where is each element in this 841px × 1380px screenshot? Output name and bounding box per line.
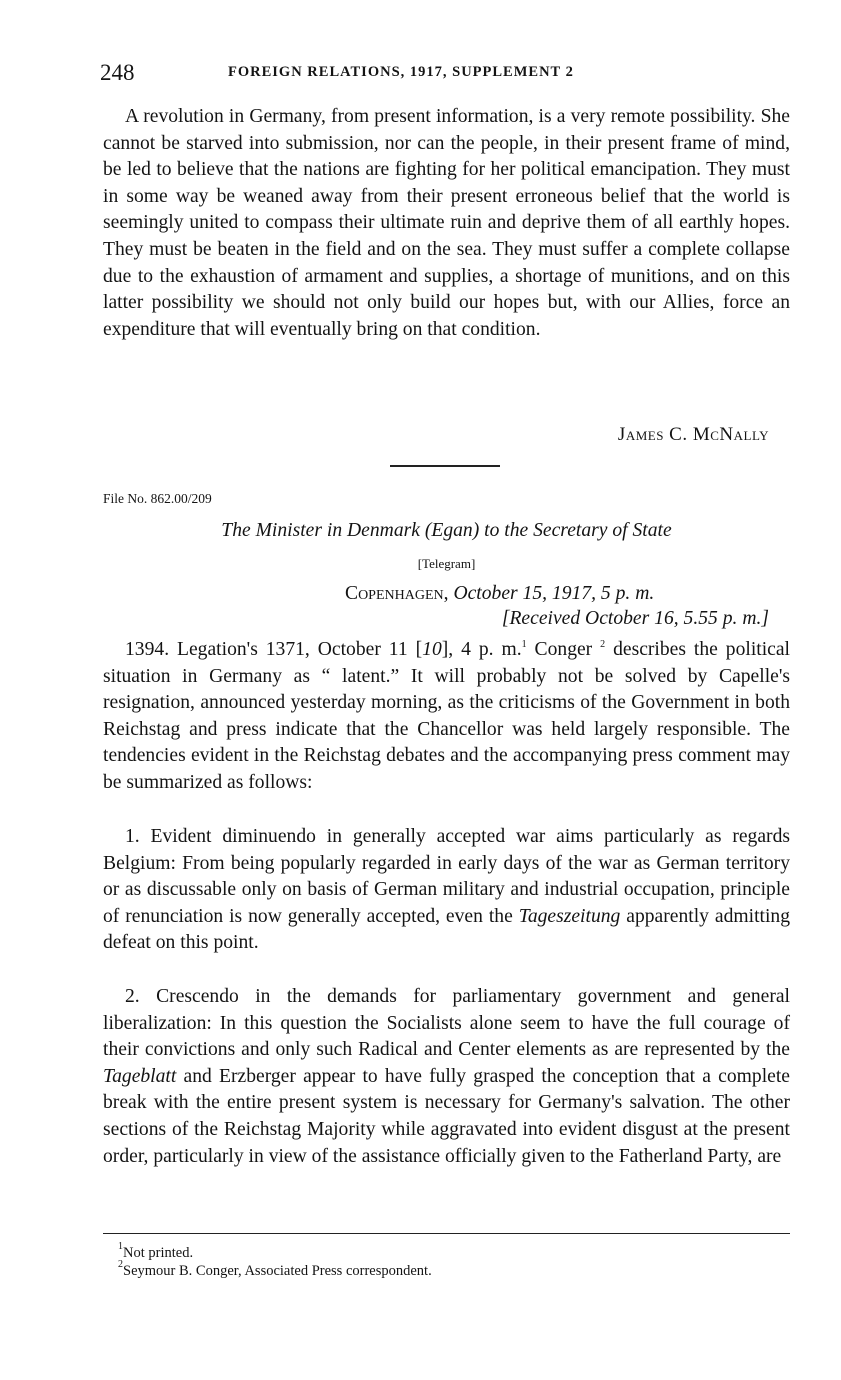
page-number: 248 xyxy=(100,60,135,85)
footnote-text: Seymour B. Conger, Associated Press correspondent. xyxy=(123,1263,432,1279)
footnote-divider xyxy=(103,1233,790,1234)
telegram-label: [Telegram] xyxy=(417,556,476,571)
footnote-mark: 1 xyxy=(118,1241,123,1252)
received-text: [Received October 16, 5.55 p. m.] xyxy=(501,608,769,629)
signature: James C. McNally xyxy=(617,424,769,445)
newspaper-name: Tageszeitung xyxy=(518,905,621,927)
page-header xyxy=(100,60,790,92)
message-text: 1394. Legation's 1371, October 11 [ xyxy=(125,639,423,660)
item-text: and Erzberger appear to have fully grasped the conception that a complete break with the entire present system is necessary for Germany's salvation. The other sections of the Reichstag Majority while aggravated into evident disgust at the present order, particularly in view of the assistance officially given to the Fatherland Party, are xyxy=(103,1065,790,1167)
newspaper-name: Tageblatt xyxy=(103,1065,177,1087)
message-text: ], 4 p. m. xyxy=(441,639,522,660)
item-text: apparently admitting defeat on this point. xyxy=(103,905,790,954)
item-text: 2. Crescendo in the demands for parliamentary government and general liberalization: In this question the Socialists alone seem to have the full courage of their convictions and only such Radical and Center elements as are represented by the xyxy=(103,986,790,1061)
footnote-ref-2: 2 xyxy=(600,639,606,650)
footnote-text: Not printed. xyxy=(123,1245,194,1261)
received-line xyxy=(502,608,769,630)
footnote-2 xyxy=(118,1259,432,1280)
message-text: describes the political situation in Germany as “ latent.” It will probably not be solved by Capelle's resignation, announced yesterday morning, as the criticisms of the Government in both Reichstag and press indicate that the Chancellor was held largely responsible. The tendencies evident in the Reichstag debates and the accompanying press comment may be summarized as follows: xyxy=(103,639,791,793)
message-bracket-date: 10 xyxy=(422,639,442,660)
dateline xyxy=(345,583,654,605)
message-text: Conger xyxy=(526,639,601,660)
file-number: File No. 862.00/209 xyxy=(103,491,212,506)
opening-paragraph: A revolution in Germany, from present information, is a very remote possibility. She cannot be starved into submission, nor can the people, in their present frame of mind, be led to believe that the nations are fighting for her political emancipation. They must in some way be weaned away from their present erroneous belief that the world is seemingly united to compass their ultimate ruin and deprive them of all earthly hopes. They must be beaten in the field and on the sea. They must suffer a complete collapse due to the exhaustion of armament and supplies, a shortage of munitions, and on this latter possibility we should not only build our hopes but, with our Allies, force an expenditure that will eventually bring on that condition. xyxy=(103,106,790,340)
footnote-1 xyxy=(118,1241,194,1262)
footnote-mark: 2 xyxy=(118,1259,123,1270)
footnote-ref-1: 1 xyxy=(521,639,527,650)
item-text: 1. Evident diminuendo in generally accepted war aims particularly as regards Belgium: From being popularly regarded in early days of the war as German territory or as discussable only on basis of German military and industrial occupation, principle of renunciation is now generally accepted, even the xyxy=(103,826,790,927)
dateline-date: October 15, 1917, 5 p. m. xyxy=(453,583,655,604)
document-title: The Minister in Denmark (Egan) to the Secretary of State xyxy=(221,520,672,541)
section-divider xyxy=(390,465,500,467)
dateline-place: Copenhagen, xyxy=(345,583,449,604)
message-paragraph-1 xyxy=(103,637,790,797)
message-item-2 xyxy=(103,984,790,1170)
running-head: FOREIGN RELATIONS, 1917, SUPPLEMENT 2 xyxy=(228,64,574,80)
message-item-1 xyxy=(103,824,790,957)
